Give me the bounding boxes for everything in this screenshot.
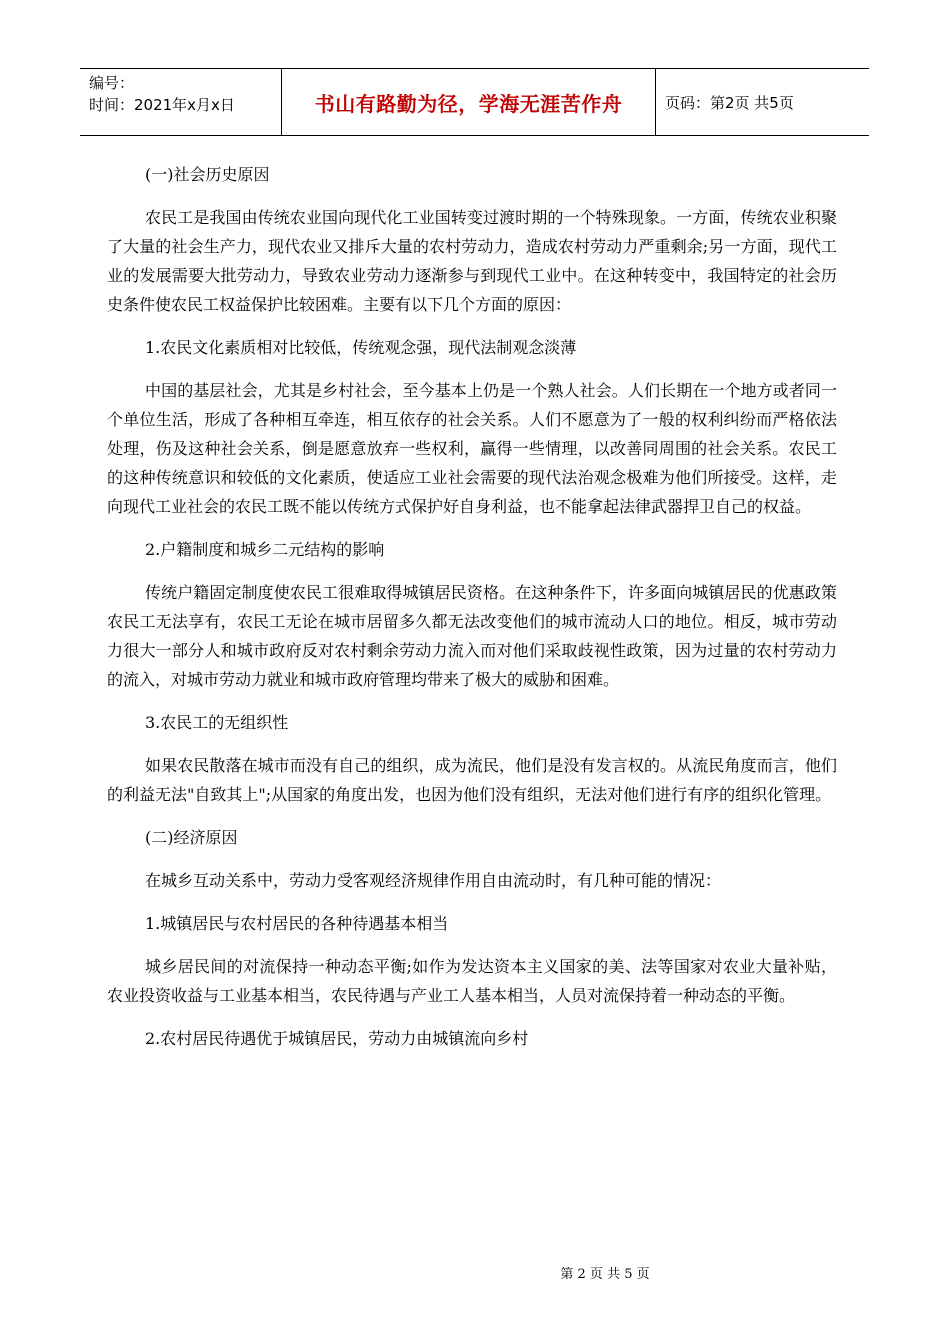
subsection-heading: 1.城镇居民与农村居民的各种待遇基本相当 — [145, 914, 449, 933]
document-date-label: 时间：2021年x月x日 — [89, 96, 235, 114]
paragraph: 如果农民散落在城市而没有自己的组织，成为流民，他们是没有发言权的。从流民角度而言，他们的利益无法"自致其上";从国家的角度出发，也因为他们没有组织，无法对他们进行有序的组织化管理。 — [107, 756, 837, 804]
subsection-heading: 3.农民工的无组织性 — [145, 713, 289, 732]
document-body — [107, 160, 837, 1067]
header-page-info: 页码：第2页 共5页 — [665, 93, 794, 112]
page-header — [80, 68, 869, 136]
document-number-label: 编号： — [89, 74, 135, 92]
subsection-heading: 2.户籍制度和城乡二元结构的影响 — [145, 540, 385, 559]
paragraph: 中国的基层社会，尤其是乡村社会，至今基本上仍是一个熟人社会。人们长期在一个地方或者同一个单位生活，形成了各种相互牵连，相互依存的社会关系。人们不愿意为了一般的权利纠纷而严格依法处理，伤及这种社会关系，倒是愿意放弃一些权利，赢得一些情理，以改善同周围的社会关系。农民工的这种传统意识和较低的文化素质，使适应工业社会需要的现代法治观念极难为他们所接受。这样，走向现代工业社会的农民工既不能以传统方式保护好自身利益，也不能拿起法律武器捍卫自己的权益。 — [107, 381, 837, 516]
subsection-heading: 2.农村居民待遇优于城镇居民，劳动力由城镇流向乡村 — [145, 1029, 529, 1048]
section-heading: (一)社会历史原因 — [145, 165, 270, 184]
subsection-heading: 1.农民文化素质相对比较低，传统观念强，现代法制观念淡薄 — [145, 338, 577, 357]
footer-page-number: 第 2 页 共 5 页 — [560, 1267, 650, 1282]
paragraph: 农民工是我国由传统农业国向现代化工业国转变过渡时期的一个特殊现象。一方面，传统农业积聚了大量的社会生产力，现代农业又排斥大量的农村劳动力，造成农村劳动力严重剩余;另一方面，现代工业的发展需要大批劳动力，导致农业劳动力逐渐参与到现代工业中。在这种转变中，我国特定的社会历史条件使农民工权益保护比较困难。主要有以下几个方面的原因： — [107, 208, 837, 314]
header-meta-cell — [80, 69, 281, 135]
paragraph: 在城乡互动关系中，劳动力受客观经济规律作用自由流动时，有几种可能的情况： — [145, 871, 722, 890]
header-motto-cell — [281, 69, 656, 135]
section-heading: (二)经济原因 — [145, 828, 238, 847]
paragraph: 传统户籍固定制度使农民工很难取得城镇居民资格。在这种条件下，许多面向城镇居民的优惠政策农民工无法享有，农民工无论在城市居留多久都无法改变他们的城市流动人口的地位。相反，城市劳动力很大一部分人和城市政府反对农村剩余劳动力流入而对他们采取歧视性政策，因为过量的农村劳动力的流入，对城市劳动力就业和城市政府管理均带来了极大的威胁和困难。 — [107, 583, 837, 689]
header-page-cell — [656, 69, 869, 135]
header-motto: 书山有路勤为径，学海无涯苦作舟 — [314, 91, 623, 116]
paragraph: 城乡居民间的对流保持一种动态平衡;如作为发达资本主义国家的美、法等国家对农业大量补贴，农业投资收益与工业基本相当，农民待遇与产业工人基本相当，人员对流保持着一种动态的平衡。 — [107, 957, 837, 1005]
page-footer — [0, 1263, 950, 1282]
